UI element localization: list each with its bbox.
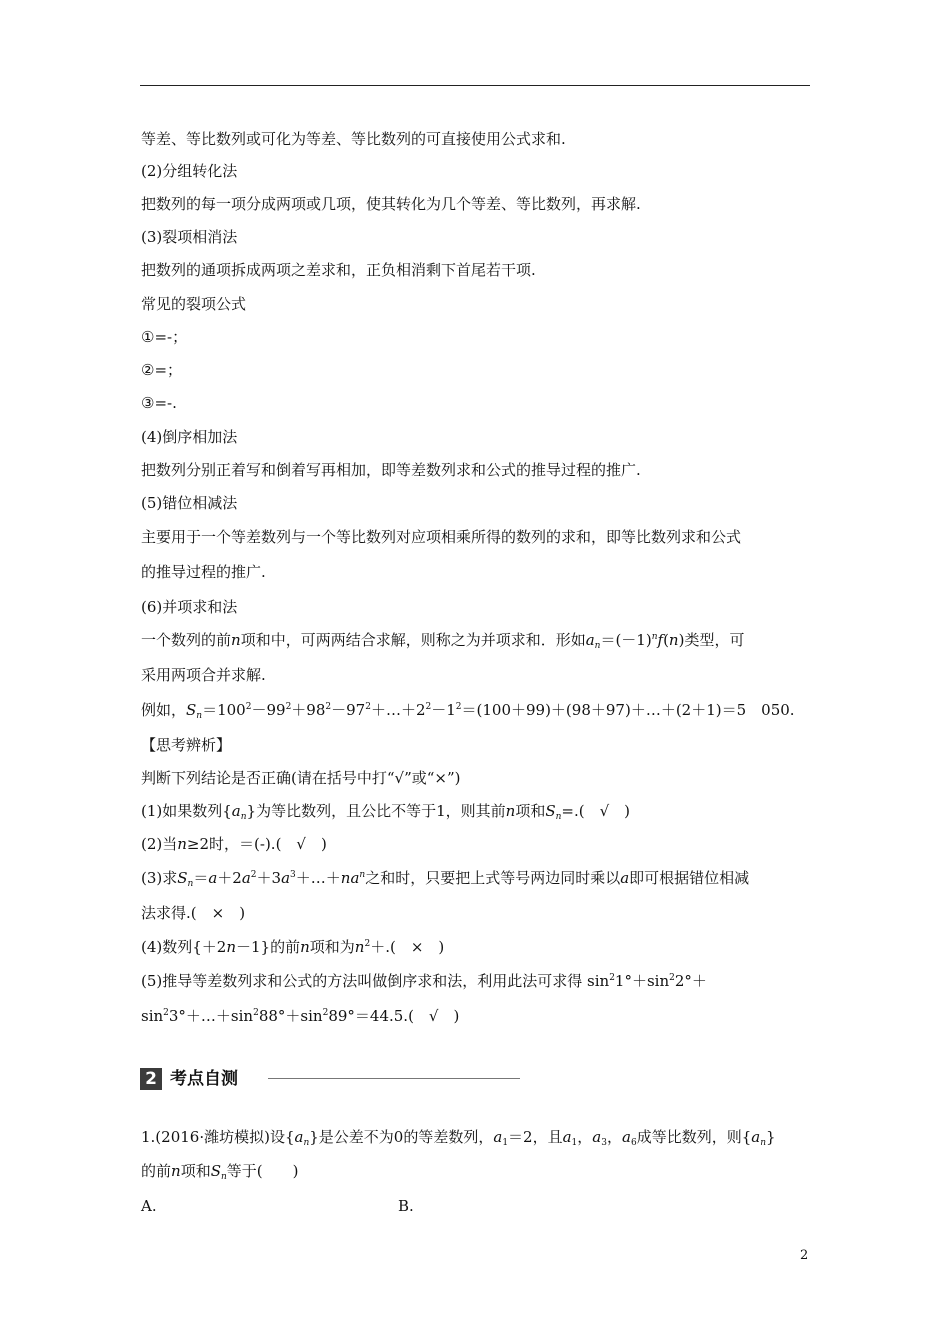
heading-reverse-order-method: (4)倒序相加法	[141, 428, 238, 446]
heading-combining-terms: (6)并项求和法	[141, 598, 238, 616]
text-line: 等差、等比数列或可化为等差、等比数列的可直接使用公式求和.	[141, 130, 566, 148]
text-line: 的推导过程的推广.	[141, 563, 266, 581]
combining-paragraph-line1: 一个数列的前n项和中，可两两结合求解，则称之为并项求和．形如$a_n=(-1)^nf(n)$类型，可	[141, 631, 745, 651]
heading-telescoping-method: (3)裂项相消法	[141, 228, 238, 246]
think-item-3-line1: (3)求$S_n=a+2a^2+3a^3+\dots+na^n$之和时，只要把上式等号两边同时乘以a即可根据错位相减	[141, 869, 750, 889]
think-intro: 判断下列结论是否正确(请在括号中打“√”或“×”)	[141, 769, 461, 787]
formula-1: ①=-；	[141, 328, 188, 346]
text-line: 常见的裂项公式	[141, 295, 247, 313]
header-rule	[140, 85, 810, 86]
section-underline	[268, 1078, 520, 1079]
question-1-line1: 1.(2016·潍坊模拟)设$\{a_n\}$是公差不为0的等差数列，$a_1=2$，且$a_1$，$a_3$，$a_6$成等比数列，则$\{a_n\}$	[141, 1128, 776, 1148]
page-number: 2	[800, 1248, 809, 1263]
example-line: 例如，$S_n=100^2-99^2+98^2-97^2+\dots+2^2-1^2=(100+99)+(98+97)+\dots+(2+1)=5$ 050.	[141, 701, 795, 721]
think-item-5-line1: (5)推导等差数列求和公式的方法叫做倒序求和法，利用此法可求得 $\sin^21^\circ+\sin^22^\circ+$	[141, 972, 707, 990]
text-line: 把数列分别正着写和倒着写再相加，即等差数列求和公式的推导过程的推广.	[141, 461, 641, 479]
option-a: A.	[141, 1197, 157, 1215]
heading-misaligned-subtraction: (5)错位相减法	[141, 494, 238, 512]
section-number-badge	[140, 1068, 162, 1090]
section-number: 2	[145, 1069, 157, 1089]
formula-2: ②=；	[141, 361, 183, 379]
think-title: 【思考辨析】	[141, 736, 232, 754]
option-b: B.	[398, 1197, 414, 1215]
text-line: 把数列的每一项分成两项或几项，使其转化为几个等差、等比数列，再求解.	[141, 195, 641, 213]
heading-grouping-method: (2)分组转化法	[141, 162, 238, 180]
think-item-3-line2: 法求得.( × )	[141, 904, 246, 922]
question-1-line2: 的前n项和$S_n$等于( )	[141, 1162, 299, 1182]
section-title: 考点自测	[170, 1069, 238, 1089]
think-item-4: (4)数列{＋2n－1}的前n项和为$n^2+$.( × )	[141, 938, 445, 956]
think-item-2: (2)当n≥2时，＝(-).( √ )	[141, 835, 327, 853]
text-line: 把数列的通项拆成两项之差求和，正负相消剩下首尾若干项.	[141, 261, 536, 279]
think-item-1: (1)如果数列$\{a_n\}$为等比数列，且公比不等于1，则其前n项和$S_n=$.( √ )	[141, 802, 631, 822]
text-line: 主要用于一个等差数列与一个等比数列对应项相乘所得的数列的求和，即等比数列求和公式	[141, 528, 742, 546]
formula-3: ③=-.	[141, 394, 177, 412]
combining-paragraph-line2: 采用两项合并求解.	[141, 666, 266, 684]
think-item-5-line2: $\sin^23^\circ+\dots+\sin^288^\circ+\sin^289^\circ=44.5$.( √ )	[141, 1007, 460, 1025]
section-header	[140, 1066, 530, 1092]
